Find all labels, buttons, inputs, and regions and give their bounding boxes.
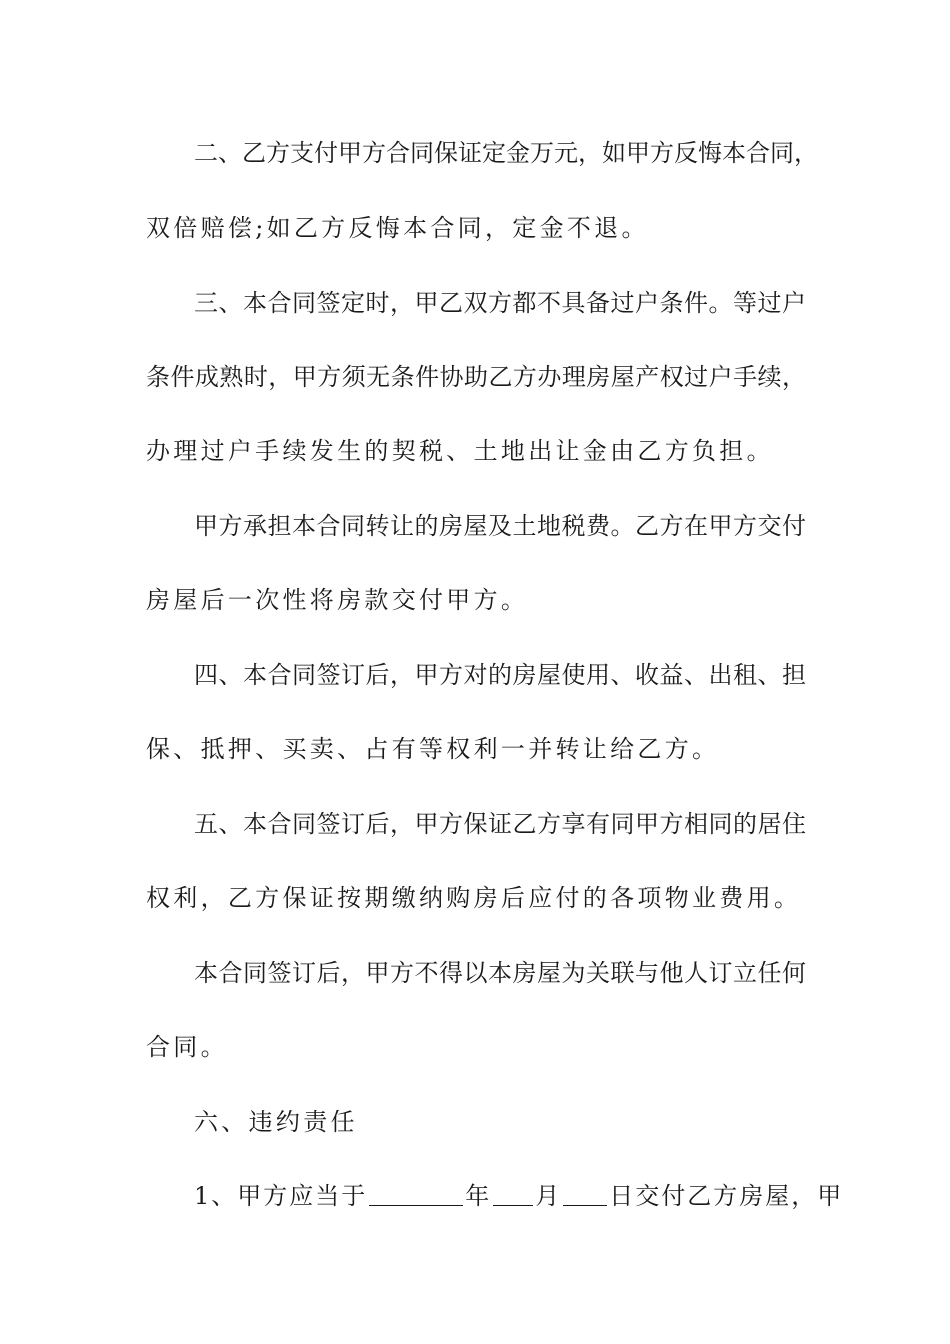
- paragraph-line: 五、本合同签订后，甲方保证乙方享有同甲方相同的居住: [194, 810, 806, 838]
- paragraph-line: 保、抵押、买卖、占有等权利一并转让给乙方。: [146, 735, 720, 763]
- paragraph-line: 甲方承担本合同转让的房屋及土地税费。乙方在甲方交付: [194, 512, 806, 540]
- year-label: 年: [465, 1182, 492, 1210]
- paragraph-line: 三、本合同签定时，甲乙双方都不具备过户条件。等过户: [194, 289, 806, 317]
- paragraph-line: 权利，乙方保证按期缴纳购房后应付的各项物业费用。: [146, 884, 802, 912]
- paragraph-line: 合同。: [146, 1033, 228, 1061]
- day-blank: [563, 1181, 607, 1206]
- clause-text: 1、甲方应当于: [194, 1182, 368, 1210]
- section-heading: 六、违约责任: [194, 1108, 358, 1136]
- paragraph-line: 办理过户手续发生的契税、土地出让金由乙方负担。: [146, 437, 774, 465]
- paragraph-line: 本合同签订后，甲方不得以本房屋为关联与他人订立任何: [194, 959, 806, 987]
- paragraph-line: 条件成熟时，甲方须无条件协助乙方办理房屋产权过户手续，: [146, 363, 806, 391]
- paragraph-line: 双倍赔偿;如乙方反悔本合同，定金不退。: [146, 214, 649, 242]
- paragraph-line: 房屋后一次性将房款交付甲方。: [146, 586, 529, 614]
- month-blank: [493, 1181, 533, 1206]
- month-label: 月: [535, 1182, 562, 1210]
- clause-text: 日交付乙方房屋，甲: [609, 1182, 844, 1210]
- clause-line-with-blanks: [194, 1176, 844, 1216]
- year-blank: [369, 1181, 463, 1206]
- paragraph-line: 二、乙方支付甲方合同保证定金万元，如甲方反悔本合同，: [194, 139, 818, 167]
- paragraph-line: 四、本合同签订后，甲方对的房屋使用、收益、出租、担: [194, 661, 806, 689]
